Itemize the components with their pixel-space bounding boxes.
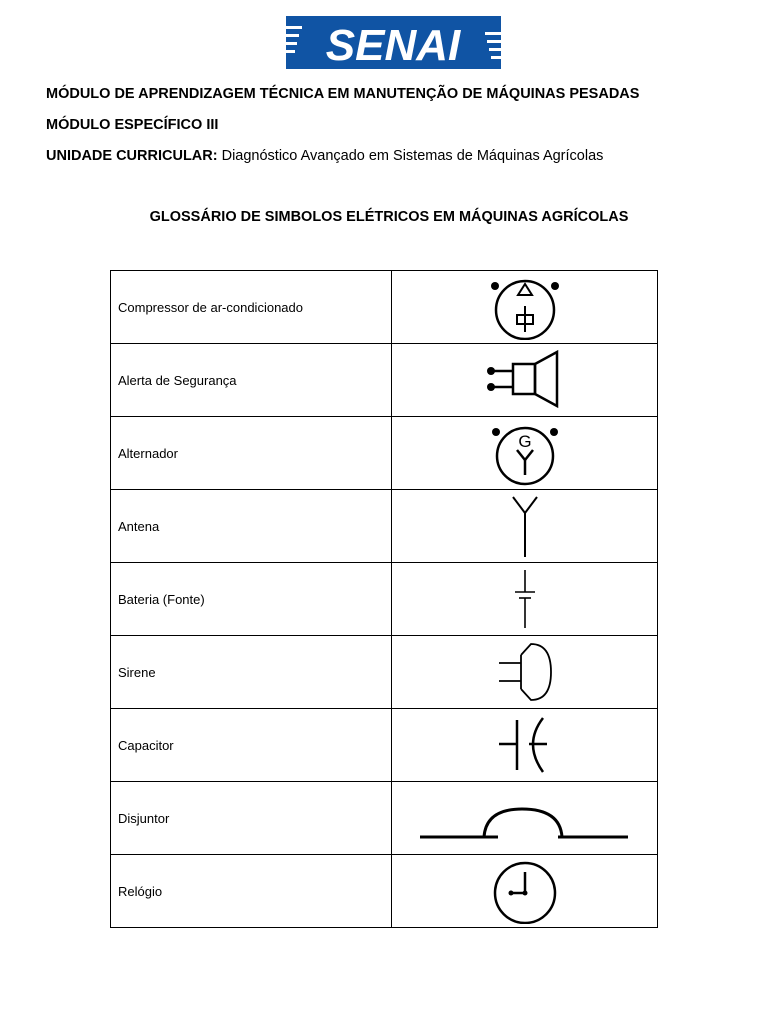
table-row <box>111 636 658 709</box>
curricular-unit-label: UNIDADE CURRICULAR: <box>46 148 218 164</box>
alternator-letter: G <box>517 432 532 451</box>
siren-symbol-icon <box>495 639 555 705</box>
symbol-name: Capacitor <box>111 709 392 782</box>
symbol-name: Compressor de ar-condicionado <box>111 271 392 344</box>
table-row <box>111 709 658 782</box>
module-title: MÓDULO DE APRENDIZAGEM TÉCNICA EM MANUTENÇÃO DE MÁQUINAS PESADAS <box>46 86 640 102</box>
compressor-symbol-icon <box>490 274 560 340</box>
symbol-name: Alternador <box>111 417 392 490</box>
symbol-name: Relógio <box>111 855 392 928</box>
safety-alert-symbol-icon <box>485 349 565 411</box>
circuit-breaker-symbol-icon <box>418 785 632 851</box>
symbol-name: Antena <box>111 490 392 563</box>
table-row <box>111 271 658 344</box>
curricular-unit-value: Diagnóstico Avançado em Sistemas de Máquinas Agrícolas <box>221 148 604 164</box>
senai-logo <box>286 16 501 69</box>
clock-symbol-icon <box>490 858 560 924</box>
logo-text: SENAI <box>325 21 461 69</box>
alternator-symbol-icon <box>490 420 560 486</box>
table-row <box>111 490 658 563</box>
capacitor-symbol-icon <box>495 712 555 778</box>
antenna-symbol-icon <box>505 493 545 559</box>
symbol-name: Alerta de Segurança <box>111 344 392 417</box>
table-row <box>111 782 658 855</box>
module-specific: MÓDULO ESPECÍFICO III <box>46 117 219 133</box>
symbol-name: Disjuntor <box>111 782 392 855</box>
symbol-name: Bateria (Fonte) <box>111 563 392 636</box>
glossary-title: GLOSSÁRIO DE SIMBOLOS ELÉTRICOS EM MÁQUINAS AGRÍCOLAS <box>149 209 629 225</box>
curricular-unit <box>46 148 603 164</box>
table-row <box>111 417 658 490</box>
table-row <box>111 563 658 636</box>
symbol-name: Sirene <box>111 636 392 709</box>
table-row <box>111 855 658 928</box>
battery-symbol-icon <box>505 566 545 632</box>
symbols-table <box>110 270 658 928</box>
table-row <box>111 344 658 417</box>
